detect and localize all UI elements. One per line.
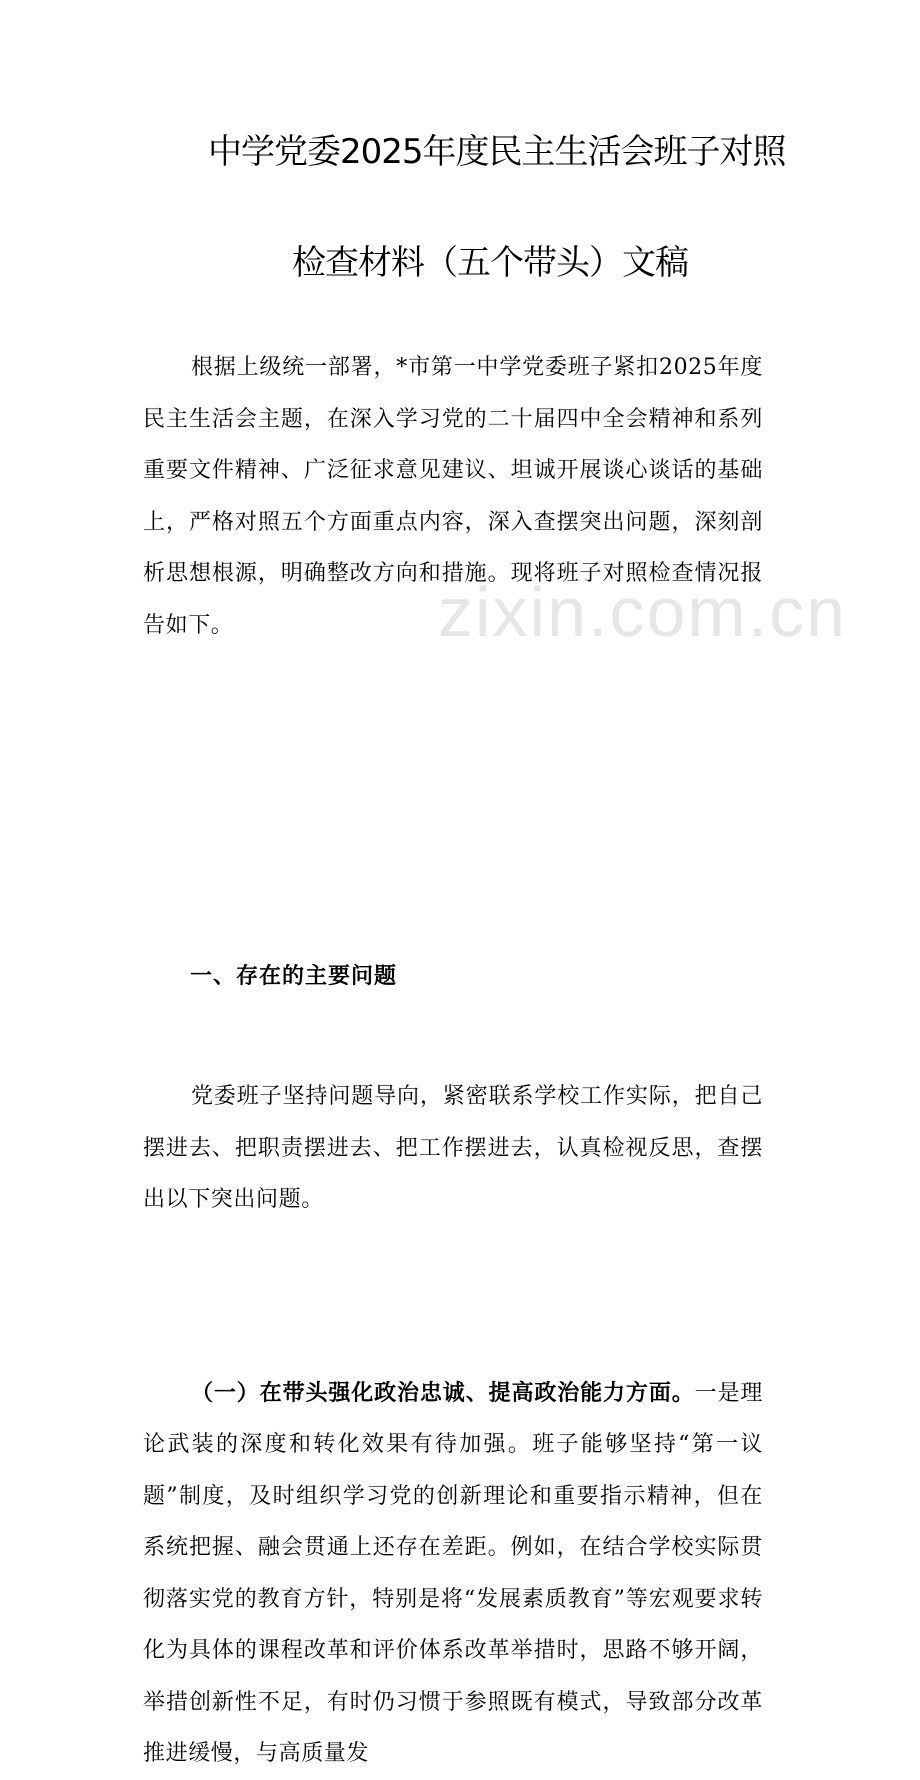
document-title-line-2: 检查材料（五个带头）文稿 (292, 243, 688, 283)
intro-paragraph: 根据上级统一部署，*市第一中学党委班子紧扣2025年度民主生活会主题，在深入学习党的二十届四中全会精神和系列重要文件精神、广泛征求意见建议、坦诚开展谈心谈话的基础上，严格对照五个方面重点内容，深入查摆突出问题，深刻剖析思想根源，明确整改方向和措施。现将班子对照检查情况报告如下。 (143, 355, 763, 638)
subsection-paragraph (143, 1368, 763, 1780)
subsection-body-text: 一是理论武装的深度和转化效果有待加强。班子能够坚持“第一议题”制度，及时组织学习党的创新理论和重要指示精神，但在系统把握、融会贯通上还存在差距。例如，在结合学校实际贯彻落实党的教育方针，特别是将“发展素质教育”等宏观要求转化为具体的课程改革和评价体系改革举措时，思路不够开阔，举措创新性不足，有时仍习惯于参照既有模式，导致部分改革推进缓慢，与高质量发 (143, 1380, 763, 1766)
section-intro-paragraph: 党委班子坚持问题导向，紧密联系学校工作实际，把自己摆进去、把职责摆进去、把工作摆进去，认真检视反思，查摆出以下突出问题。 (143, 1084, 763, 1212)
subsection-heading: （一）在带头强化政治忠诚、提高政治能力方面。 (191, 1380, 695, 1406)
section-heading-main-problems: 一、存在的主要问题 (190, 964, 398, 989)
document-title-line-1: 中学党委2025年度民主生活会班子对照 (208, 132, 786, 172)
watermark: zixin.com.cn (438, 573, 848, 651)
